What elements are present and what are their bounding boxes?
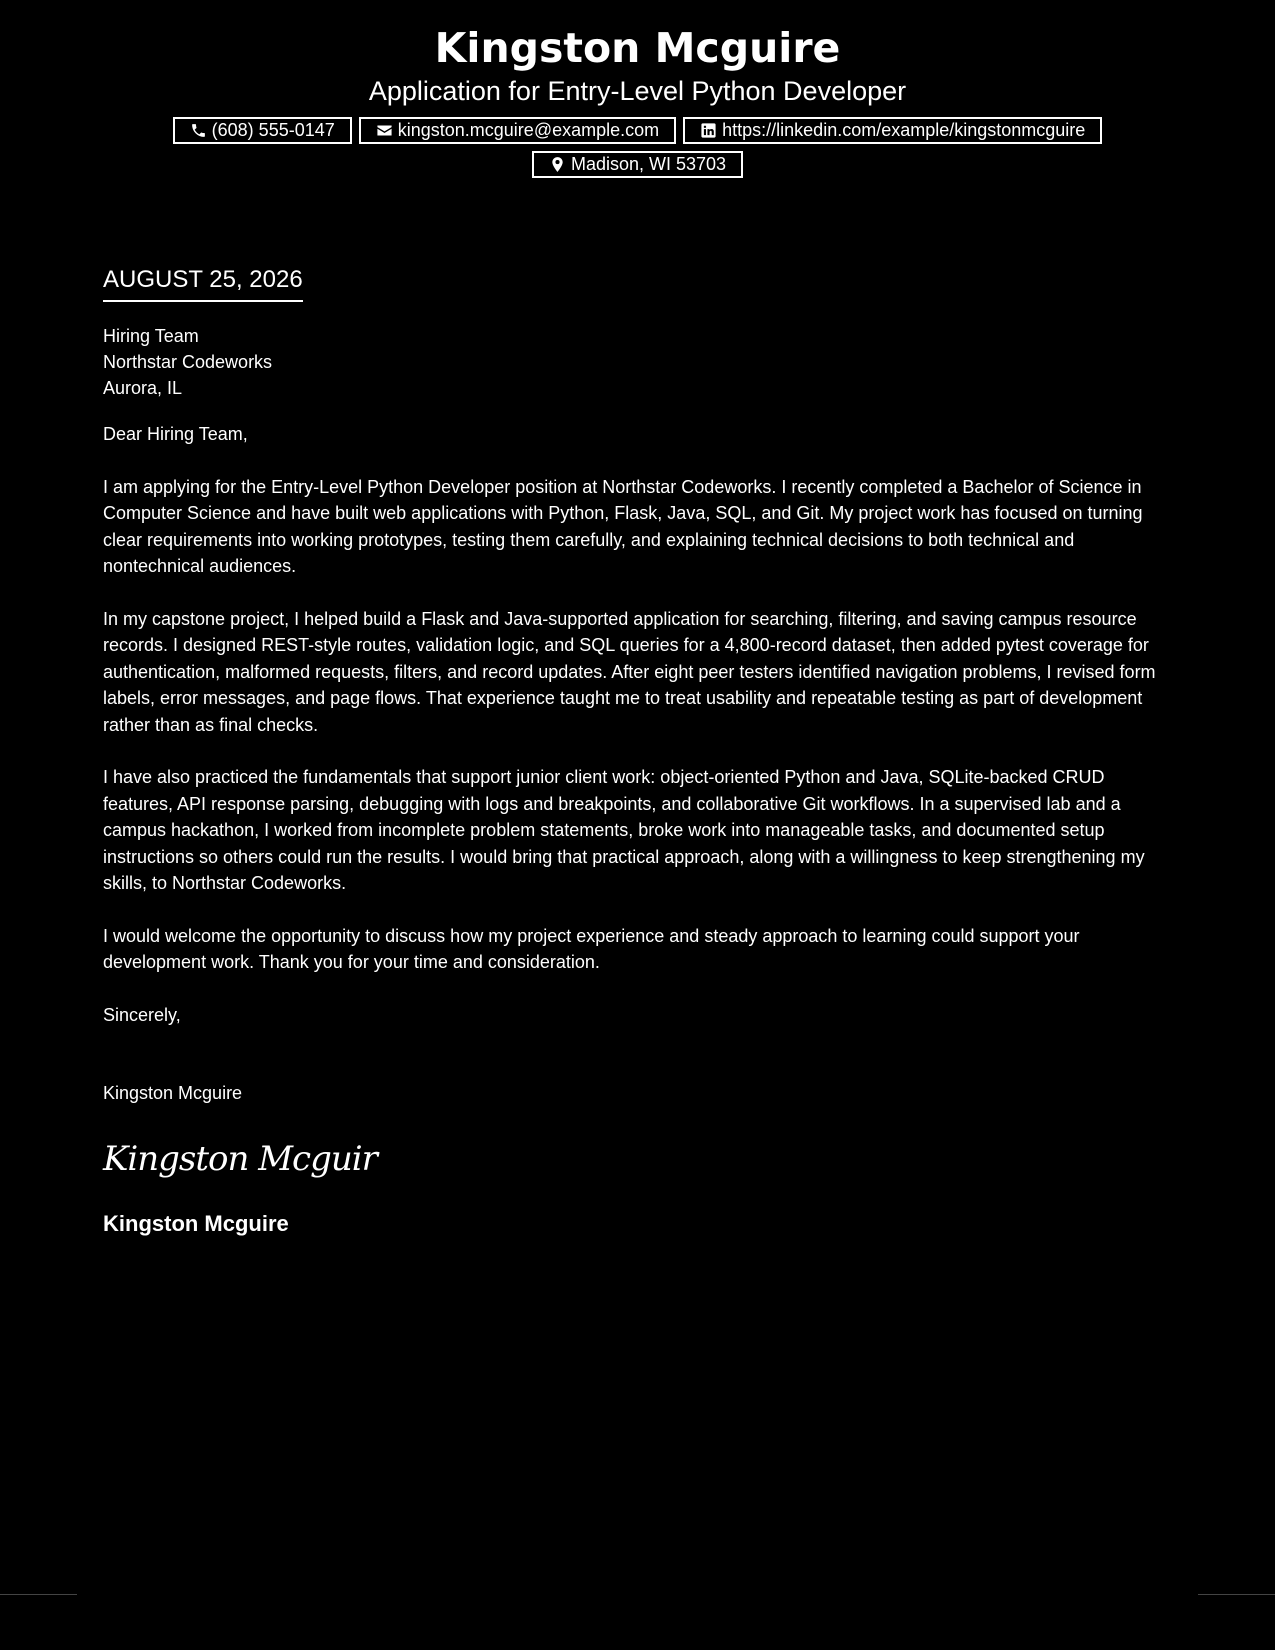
- location-text: Madison, WI 53703: [570, 154, 727, 174]
- footer-rule-left: [0, 1594, 77, 1595]
- linkedin-text: https://linkedin.com/example/kingstonmcguire: [722, 120, 1086, 140]
- signer-name: Kingston Mcguire: [103, 1083, 243, 1103]
- body-paragraph-1: I am applying for the Entry-Level Python Developer position at Northstar Codeworks. I recently completed a Bachelor of Science in Computer Science and have built web applications with Python, Flask, Java, SQL, and Git. My project work has focused on turning clear requirements into working prototypes, testing them carefully, and explaining technical decisions to both technical and nontechnical audiences.: [103, 476, 1143, 576]
- closing: Sincerely,: [103, 1004, 181, 1025]
- recipient-location: Aurora, IL: [103, 378, 183, 398]
- email-text: kingston.mcguire@example.com: [397, 120, 660, 140]
- body-paragraph-3: I have also practiced the fundamentals that support junior client work: object-oriented Python and Java, SQLite-backed CRUD features, API response parsing, debugging with logs and breakpoints, and collaborative Git workflows. In a supervised lab and a campus hackathon, I worked from incomplete problem statements, broke work into manageable tasks, and documented setup instructions so others could run the results. I would bring that practical approach, along with a willingness to keep strengthening my skills, to Northstar Codeworks.: [103, 767, 1145, 893]
- linkedin-chip[interactable]: [683, 117, 1102, 144]
- email-chip[interactable]: [359, 117, 676, 144]
- phone-icon: [190, 122, 207, 139]
- phone-text: (608) 555-0147: [211, 120, 335, 140]
- footer-rule-right: [1198, 1594, 1275, 1595]
- printed-name: Kingston Mcguire: [103, 1210, 289, 1236]
- handwritten-signature: Kingston Mcguir: [103, 1138, 377, 1179]
- envelope-icon: [376, 122, 393, 139]
- map-marker-icon: [549, 156, 566, 173]
- salutation: Dear Hiring Team,: [103, 424, 248, 444]
- phone-chip[interactable]: [173, 117, 352, 144]
- body-paragraph-2: In my capstone project, I helped build a Flask and Java-supported application for searching, filtering, and saving campus resource records. I designed REST-style routes, validation logic, and SQL queries for a 4,800-record dataset, then added pytest coverage for authentication, malformed requests, filters, and record updates. After eight peer testers identified navigation problems, I revised form labels, error messages, and page flows. That experience taught me to treat usability and repeatable testing as part of development rather than as final checks.: [103, 608, 1156, 735]
- body-paragraph-4: I would welcome the opportunity to discuss how my project experience and steady approach to learning could support your development work. Thank you for your time and consideration.: [103, 925, 1080, 972]
- letter-body: [103, 265, 1173, 1237]
- contact-bar: [138, 117, 1138, 178]
- applicant-name: Kingston Mcguire: [434, 24, 841, 72]
- recipient-company: Northstar Codeworks: [103, 352, 273, 372]
- letter-date: AUGUST 25, 2026: [103, 265, 303, 302]
- recipient-block: [103, 323, 1173, 401]
- location-chip[interactable]: [532, 151, 743, 178]
- recipient-line: Hiring Team: [103, 326, 199, 346]
- application-subtitle: Application for Entry-Level Python Developer: [368, 76, 907, 106]
- linkedin-icon: [700, 122, 717, 139]
- letterhead: [0, 0, 1275, 178]
